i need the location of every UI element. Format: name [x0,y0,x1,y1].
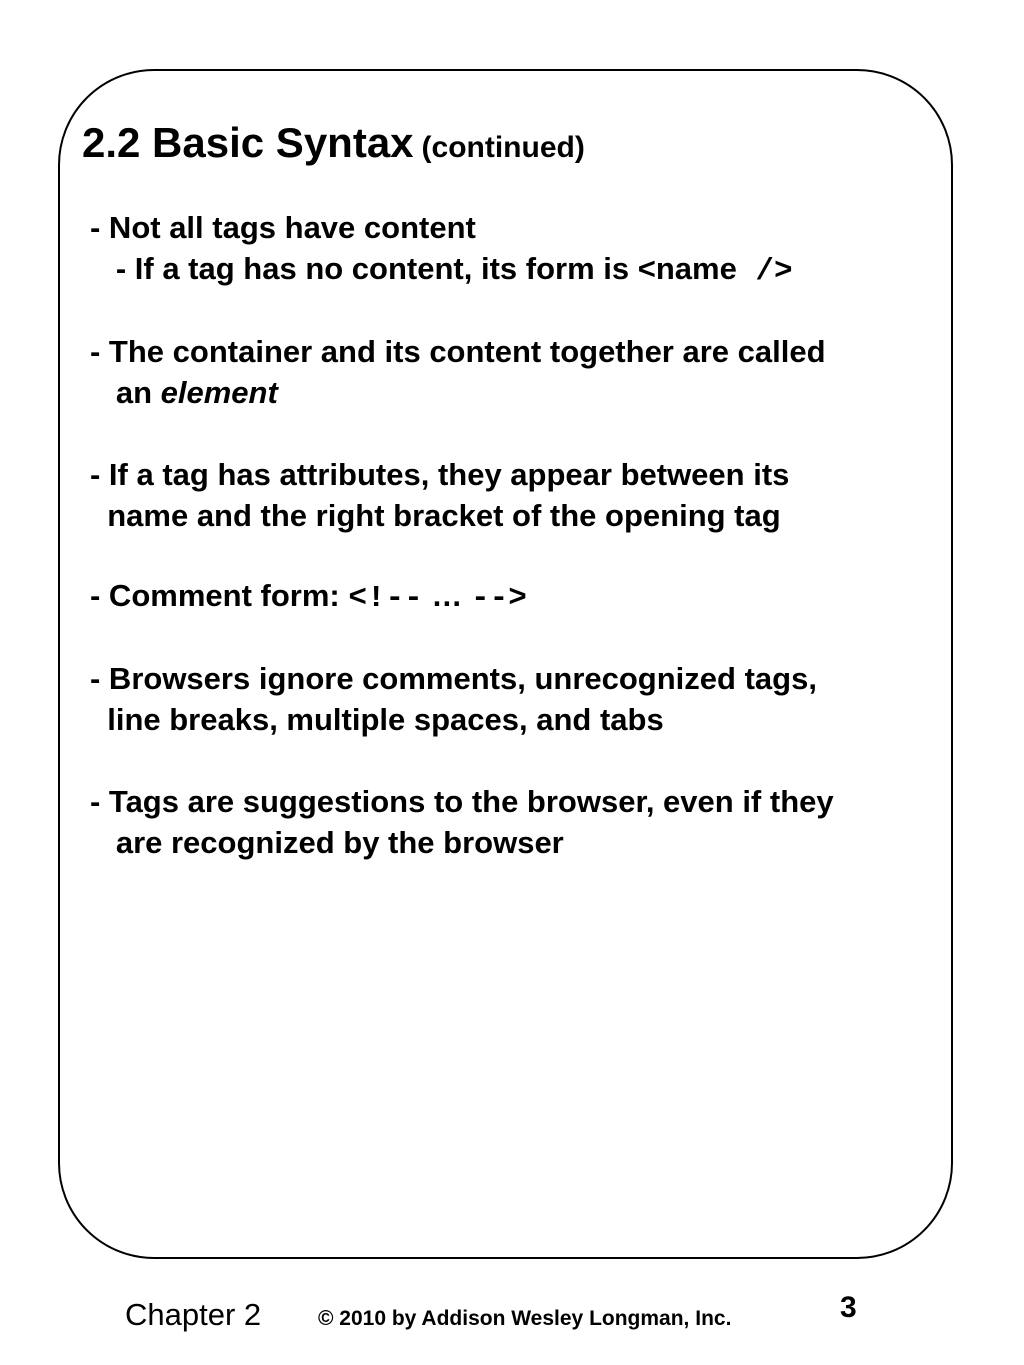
footer-chapter: Chapter 2 [125,1297,262,1332]
bullet-3-line-1: - If a tag has attributes, they appear between its [90,457,790,492]
bullet-1-line-2-text: - If a tag has no content, its form is <name [90,251,737,286]
bullet-4-ellipsis: … [422,578,471,613]
slide-title-main: 2.2 Basic Syntax [82,119,414,166]
bullet-6-line-1: - Tags are suggestions to the browser, even if they [90,784,834,819]
bullet-1-line-2-code: /> [736,254,793,289]
bullet-2-line-2-italic: element [160,375,278,410]
bullet-4-code-open: <!-- [348,581,423,616]
bullet-2-line-2 [90,373,278,413]
bullet-5-line-1: - Browsers ignore comments, unrecognized tags, [90,661,817,696]
bullet-4-prefix: - Comment form: [90,578,349,613]
bullet-3-line-2: name and the right bracket of the opening tag [90,498,781,533]
bullet-2-line-1: - The container and its content together are called [90,334,826,369]
bullet-4-code-close: --> [470,581,527,616]
footer-copyright: © 2010 by Addison Wesley Longman, Inc. [318,1307,732,1330]
bullet-1-line-2 [90,249,793,292]
footer-page-number: 3 [840,1291,857,1324]
bullet-5-line-2: line breaks, multiple spaces, and tabs [90,702,664,737]
slide-title-sub: (continued) [421,131,585,164]
bullet-4-line-1 [90,576,527,619]
bullet-2-line-2-prefix: an [90,375,161,410]
bullet-6-line-2: are recognized by the browser [90,825,564,860]
slide-title [82,118,585,173]
bullet-1-line-1: - Not all tags have content [90,210,476,245]
